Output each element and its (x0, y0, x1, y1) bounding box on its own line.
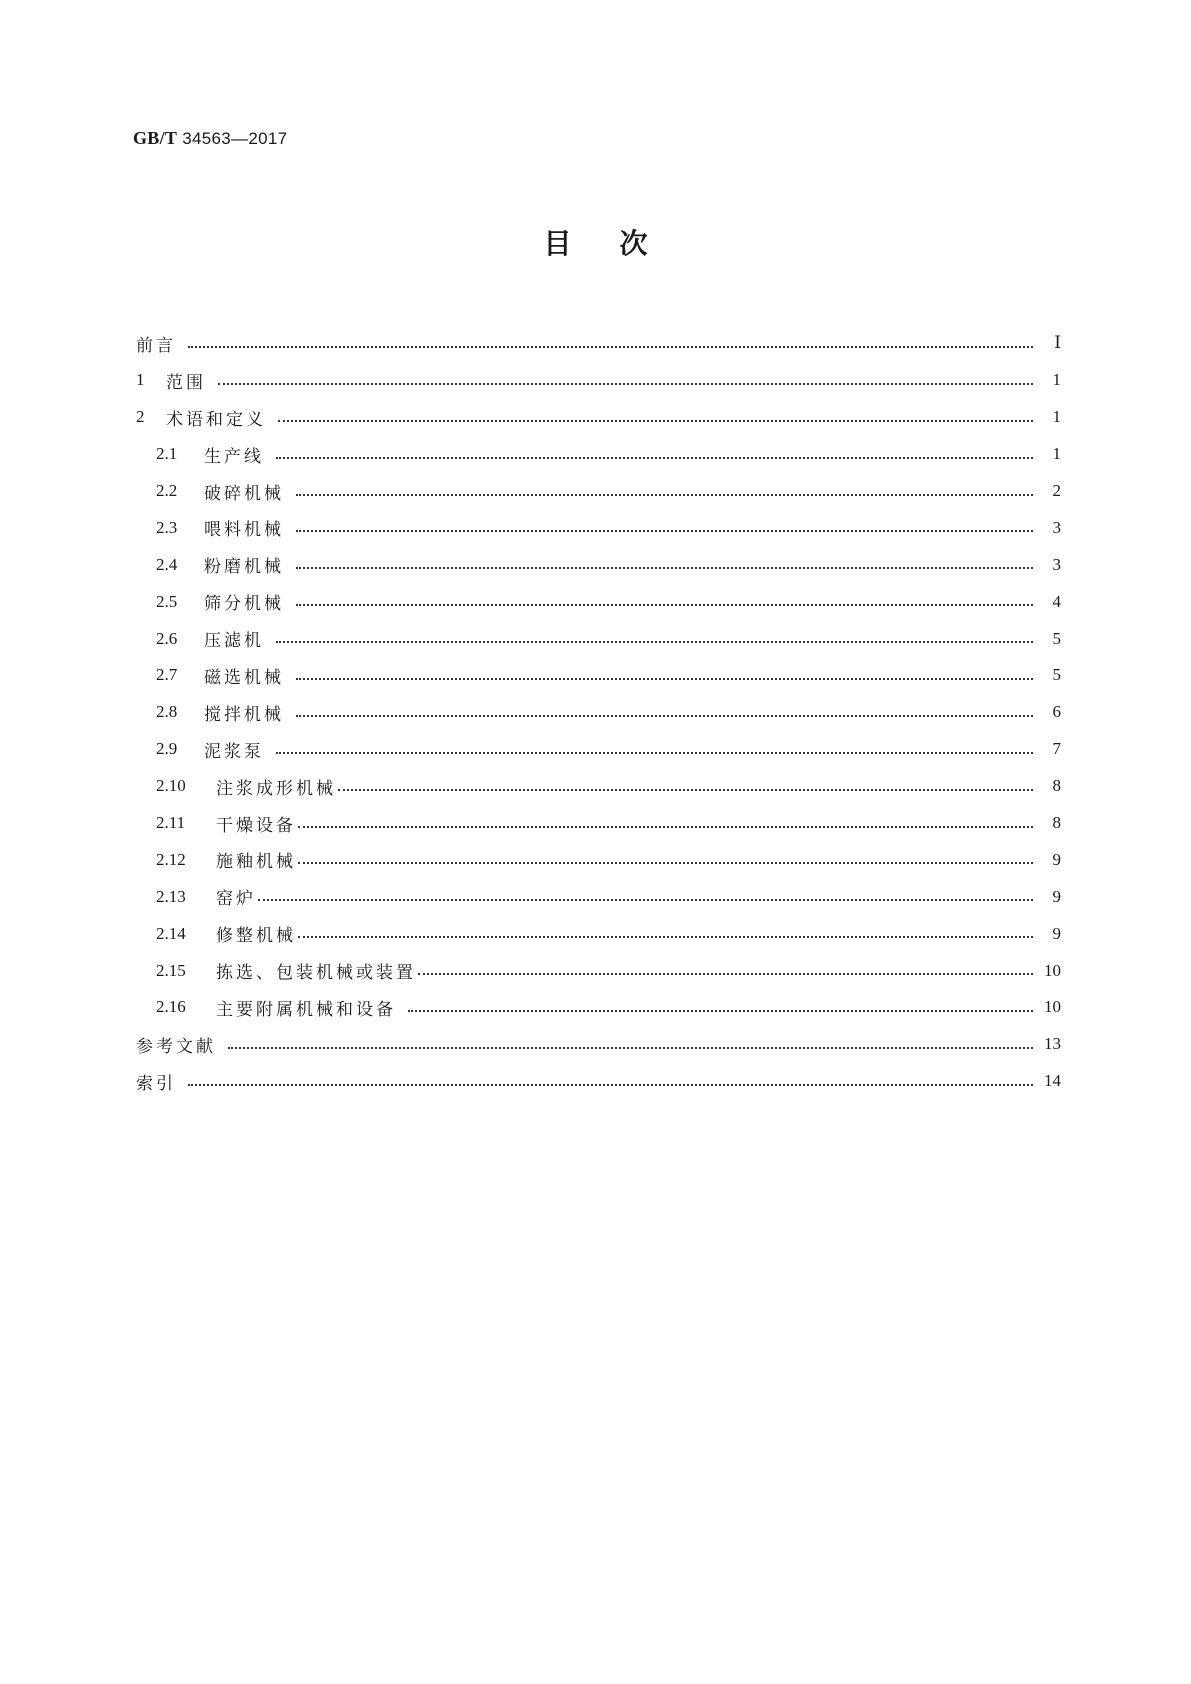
dot-leader (188, 345, 1033, 348)
toc-entry-number: 2.16 (156, 997, 186, 1017)
dot-leader (296, 677, 1033, 680)
toc-entry-label: 窑炉 (216, 889, 256, 910)
toc-entry-page: 3 (1052, 517, 1061, 537)
dot-leader (298, 825, 1033, 828)
toc-entry-2-10[interactable] (136, 768, 1061, 805)
toc-entry-label: 泥浆泵 (204, 741, 264, 762)
toc-entry-label: 压滤机 (204, 631, 264, 652)
toc-entry-number: 2.9 (156, 739, 178, 759)
toc-entry-page: Ⅰ (1054, 333, 1061, 353)
toc-entry-2-4[interactable] (136, 546, 1061, 583)
dot-leader (296, 566, 1033, 569)
toc-entry-page: 9 (1052, 923, 1061, 943)
table-of-contents (136, 325, 1061, 1100)
toc-entry-page: 5 (1052, 665, 1061, 685)
toc-entry-2-12[interactable] (136, 841, 1061, 878)
toc-entry-2-3[interactable] (136, 509, 1061, 546)
toc-entry-page: 4 (1052, 591, 1061, 611)
standard-code (133, 128, 287, 149)
toc-entry-page: 7 (1052, 739, 1061, 759)
toc-entry-number: 2.14 (156, 923, 186, 943)
dot-leader (276, 640, 1033, 643)
toc-entry-2-9[interactable] (136, 731, 1061, 768)
toc-entry-2-16[interactable] (136, 989, 1061, 1026)
toc-entry-page: 9 (1052, 886, 1061, 906)
toc-entry-label: 主要附属机械和设备 (216, 999, 396, 1020)
dot-leader (228, 1046, 1033, 1049)
dot-leader (338, 788, 1033, 791)
toc-entry-label: 施釉机械 (216, 852, 296, 873)
toc-entry-page: 10 (1044, 997, 1061, 1017)
toc-entry-2-8[interactable] (136, 694, 1061, 731)
toc-entry-page: 6 (1052, 702, 1061, 722)
toc-entry-page: 1 (1052, 444, 1061, 464)
standard-number: 34563—2017 (182, 129, 288, 148)
dot-leader (296, 603, 1033, 606)
toc-title: 目次 (543, 227, 696, 260)
standard-prefix: GB/T (133, 128, 178, 148)
toc-entry-page: 14 (1044, 1071, 1061, 1091)
toc-entry-number: 2.4 (156, 554, 178, 574)
toc-entry-page: 5 (1052, 628, 1061, 648)
toc-entry-number: 2.7 (156, 665, 178, 685)
toc-entry-page: 8 (1052, 813, 1061, 833)
toc-entry-number: 2.13 (156, 886, 186, 906)
toc-entry-label: 粉磨机械 (204, 557, 284, 578)
toc-entry-number: 2.5 (156, 591, 178, 611)
toc-entry-2-7[interactable] (136, 657, 1061, 694)
toc-entry-label: 前言 (136, 335, 176, 356)
toc-entry-foreword[interactable] (136, 325, 1061, 362)
toc-entry-number: 2.15 (156, 960, 186, 980)
toc-entry-label: 修整机械 (216, 926, 296, 947)
toc-entry-label: 干燥设备 (216, 815, 296, 836)
toc-entry-number: 2.6 (156, 628, 178, 648)
toc-entry-label: 破碎机械 (204, 483, 284, 504)
dot-leader (278, 419, 1033, 422)
toc-entry-label: 参考文献 (136, 1036, 216, 1057)
toc-entry-number: 2.2 (156, 481, 178, 500)
toc-entry-2-15[interactable] (136, 952, 1061, 989)
toc-entry-label: 生产线 (204, 446, 264, 467)
toc-entry-page: 8 (1052, 776, 1061, 796)
toc-entry-page: 2 (1052, 481, 1061, 500)
toc-entry-scope[interactable] (136, 362, 1061, 399)
toc-entry-label: 注浆成形机械 (216, 778, 336, 799)
dot-leader (298, 935, 1033, 938)
dot-leader (276, 751, 1033, 754)
toc-entry-2-6[interactable] (136, 620, 1061, 657)
toc-entry-label: 筛分机械 (204, 594, 284, 615)
dot-leader (296, 529, 1033, 532)
toc-entry-2-2[interactable] (136, 473, 1061, 510)
toc-entry-2-5[interactable] (136, 583, 1061, 620)
toc-entry-label: 喂料机械 (204, 520, 284, 541)
toc-entry-number: 2.12 (156, 849, 186, 869)
toc-entry-index[interactable] (136, 1063, 1061, 1100)
toc-entry-number: 1 (136, 370, 145, 390)
toc-entry-page: 1 (1052, 370, 1061, 390)
dot-leader (296, 714, 1033, 717)
toc-entry-number: 2.8 (156, 702, 178, 722)
toc-entry-label: 索引 (136, 1073, 176, 1094)
toc-entry-label: 搅拌机械 (204, 704, 284, 725)
dot-leader (188, 1083, 1033, 1086)
toc-entry-2-14[interactable] (136, 915, 1061, 952)
toc-entry-number: 2 (136, 407, 145, 427)
toc-entry-number: 2.3 (156, 517, 178, 537)
toc-entry-2-11[interactable] (136, 805, 1061, 842)
toc-entry-bibliography[interactable] (136, 1026, 1061, 1063)
dot-leader (408, 1009, 1033, 1012)
toc-entry-label: 术语和定义 (166, 409, 266, 430)
toc-entry-label: 范围 (166, 372, 206, 393)
toc-entry-terms[interactable] (136, 399, 1061, 436)
dot-leader (296, 493, 1033, 496)
toc-entry-page: 13 (1044, 1034, 1061, 1054)
toc-entry-number: 2.11 (156, 813, 186, 833)
toc-entry-page: 10 (1044, 960, 1061, 980)
dot-leader (276, 456, 1033, 459)
toc-entry-page: 1 (1052, 407, 1061, 427)
toc-entry-number: 2.1 (156, 444, 178, 464)
dot-leader (258, 898, 1033, 901)
toc-entry-2-13[interactable] (136, 878, 1061, 915)
dot-leader (418, 972, 1033, 975)
toc-entry-label: 拣选、包装机械或装置 (216, 963, 416, 984)
toc-entry-page: 3 (1052, 554, 1061, 574)
toc-entry-2-1[interactable] (136, 436, 1061, 473)
toc-entry-label: 磁选机械 (204, 667, 284, 688)
toc-entry-page: 9 (1052, 849, 1061, 869)
toc-entry-number: 2.10 (156, 776, 186, 796)
dot-leader (218, 382, 1033, 385)
dot-leader (298, 861, 1033, 864)
